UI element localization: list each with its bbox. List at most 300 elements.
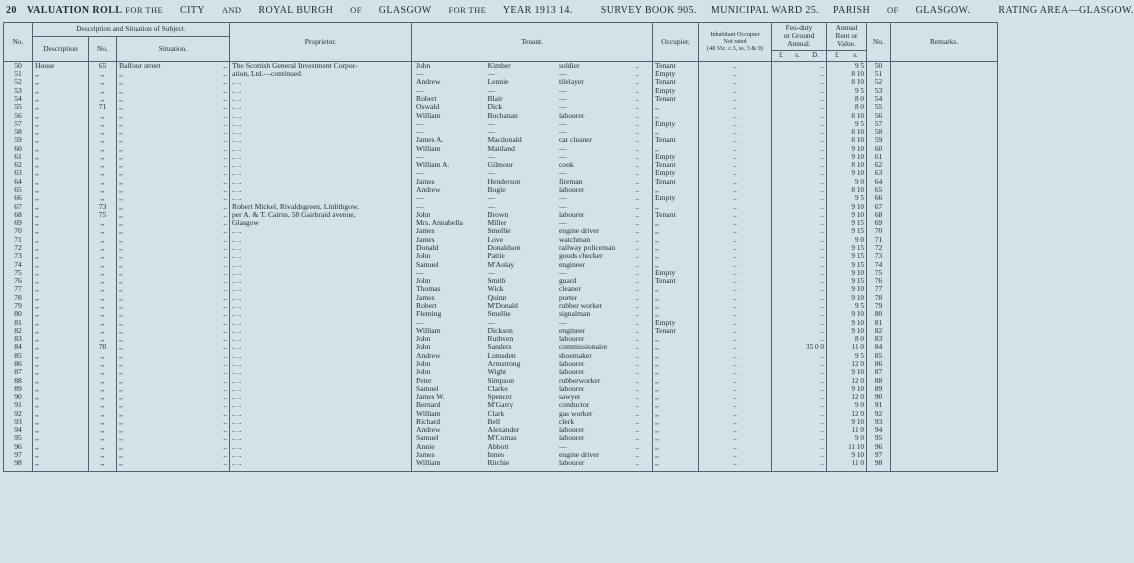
row-number-right: 64 bbox=[867, 178, 891, 186]
row-proprietor: ation, Ltd.—continued bbox=[230, 70, 412, 78]
row-inhabitant: .. bbox=[699, 261, 772, 269]
row-tenant bbox=[412, 161, 653, 169]
title-royal-burgh: ROYAL BURGH bbox=[258, 5, 334, 16]
row-number: 52 bbox=[4, 78, 33, 86]
tenant-occupation: — bbox=[558, 93, 567, 103]
row-occupier: ,, bbox=[653, 244, 699, 252]
tenant-occupation: labourer bbox=[558, 334, 585, 344]
row-inhabitant: .. bbox=[699, 360, 772, 368]
row-number-right: 83 bbox=[867, 335, 891, 343]
row-remarks bbox=[891, 219, 998, 227]
row-inhabitant: .. bbox=[699, 302, 772, 310]
tenant-surname: M'Garry bbox=[487, 400, 514, 410]
situation-text: ,, bbox=[119, 234, 123, 244]
row-occupier: Empty bbox=[653, 153, 699, 161]
row-annual-value: 9 5 bbox=[827, 87, 867, 95]
tenant-first-name: Samuel bbox=[416, 383, 439, 393]
tenant-surname: — bbox=[487, 317, 496, 327]
tenant-occupation: — bbox=[558, 168, 567, 178]
situation-text: ,, bbox=[119, 143, 123, 153]
tenant-occupation: labourer bbox=[558, 425, 585, 435]
row-situation bbox=[117, 310, 230, 318]
row-annual-value: 9 15 bbox=[827, 227, 867, 235]
row-feu-duty: .. bbox=[772, 360, 827, 368]
row-occupier: ,, bbox=[653, 294, 699, 302]
row-remarks bbox=[891, 244, 998, 252]
row-number: 71 bbox=[4, 236, 33, 244]
row-house-number: ,, bbox=[89, 87, 117, 95]
row-house-number: ,, bbox=[89, 244, 117, 252]
col-no: No. bbox=[4, 23, 33, 62]
row-tenant bbox=[412, 95, 653, 103]
col-annual-rent bbox=[827, 23, 867, 51]
row-remarks bbox=[891, 186, 998, 194]
row-house-number: ,, bbox=[89, 136, 117, 144]
tenant-occupation: — bbox=[558, 267, 567, 277]
tenant-dots: .. bbox=[635, 110, 640, 120]
row-number-right: 73 bbox=[867, 252, 891, 260]
row-occupier: Empty bbox=[653, 194, 699, 202]
tenant-occupation: — bbox=[558, 193, 567, 203]
row-feu-duty: .. bbox=[772, 244, 827, 252]
row-annual-value: 9 10 bbox=[827, 385, 867, 393]
row-occupier: Tenant bbox=[653, 211, 699, 219]
row-annual-value: 11 0 bbox=[827, 459, 867, 471]
row-situation bbox=[117, 302, 230, 310]
row-feu-duty: .. bbox=[772, 61, 827, 70]
row-number: 73 bbox=[4, 252, 33, 260]
tenant-first-name: — bbox=[416, 168, 424, 178]
situation-dots: .. bbox=[223, 392, 227, 402]
table-row bbox=[4, 261, 998, 269]
row-remarks bbox=[891, 360, 998, 368]
row-feu-duty: .. bbox=[772, 426, 827, 434]
row-situation bbox=[117, 169, 230, 177]
situation-text: ,, bbox=[119, 110, 123, 120]
row-number: 85 bbox=[4, 352, 33, 360]
row-number: 92 bbox=[4, 410, 33, 418]
row-annual-value: 9 5 bbox=[827, 352, 867, 360]
title-year: YEAR 1913 14. bbox=[502, 5, 573, 16]
row-proprietor: .. .. bbox=[230, 459, 412, 471]
row-number-right: 81 bbox=[867, 319, 891, 327]
tenant-dots: .. bbox=[635, 342, 640, 352]
row-inhabitant: .. bbox=[699, 120, 772, 128]
situation-text: ,, bbox=[119, 276, 123, 286]
row-house-number: ,, bbox=[89, 377, 117, 385]
row-house-number: ,, bbox=[89, 410, 117, 418]
row-occupier: ,, bbox=[653, 385, 699, 393]
row-inhabitant: .. bbox=[699, 112, 772, 120]
tenant-surname: M'Aulay bbox=[487, 259, 515, 269]
row-tenant bbox=[412, 244, 653, 252]
tenant-occupation: signalman bbox=[558, 309, 591, 319]
row-proprietor: .. .. bbox=[230, 103, 412, 111]
row-remarks bbox=[891, 203, 998, 211]
tenant-occupation: clerk bbox=[558, 416, 575, 426]
row-description: ,, bbox=[33, 302, 89, 310]
tenant-dots: .. bbox=[635, 325, 640, 335]
row-number: 53 bbox=[4, 87, 33, 95]
tenant-dots: .. bbox=[635, 135, 640, 145]
row-tenant bbox=[412, 61, 653, 70]
tenant-occupation: engine driver bbox=[558, 226, 600, 236]
row-number: 80 bbox=[4, 310, 33, 318]
row-remarks bbox=[891, 302, 998, 310]
tenant-dots: .. bbox=[635, 259, 640, 269]
situation-dots: .. bbox=[223, 127, 227, 137]
row-number: 64 bbox=[4, 178, 33, 186]
row-inhabitant: .. bbox=[699, 169, 772, 177]
row-inhabitant: .. bbox=[699, 219, 772, 227]
row-remarks bbox=[891, 95, 998, 103]
situation-text: ,, bbox=[119, 416, 123, 426]
row-situation bbox=[117, 319, 230, 327]
rating-area: RATING AREA—GLASGOW. bbox=[998, 5, 1134, 16]
row-number-right: 93 bbox=[867, 418, 891, 426]
row-occupier: ,, bbox=[653, 252, 699, 260]
title-and: AND bbox=[221, 5, 242, 15]
row-proprietor: .. .. bbox=[230, 244, 412, 252]
row-house-number: ,, bbox=[89, 443, 117, 451]
situation-text: ,, bbox=[119, 441, 123, 451]
situation-dots: .. bbox=[223, 334, 227, 344]
survey-book: SURVEY BOOK 905. bbox=[600, 5, 697, 16]
row-remarks bbox=[891, 443, 998, 451]
row-inhabitant: .. bbox=[699, 203, 772, 211]
row-number-right: 70 bbox=[867, 227, 891, 235]
row-tenant bbox=[412, 401, 653, 409]
tenant-first-name: John bbox=[416, 251, 431, 261]
row-description: ,, bbox=[33, 112, 89, 120]
row-house-number: ,, bbox=[89, 310, 117, 318]
tenant-surname: Clarke bbox=[487, 383, 508, 393]
row-annual-value: 12 0 bbox=[827, 410, 867, 418]
row-occupier: Empty bbox=[653, 120, 699, 128]
row-annual-value: 8 10 bbox=[827, 186, 867, 194]
tenant-occupation: — bbox=[558, 69, 567, 79]
row-number-right: 60 bbox=[867, 145, 891, 153]
row-situation bbox=[117, 459, 230, 471]
situation-text: ,, bbox=[119, 85, 123, 95]
row-feu-duty: .. bbox=[772, 451, 827, 459]
situation-text: ,, bbox=[119, 102, 123, 112]
tenant-surname: Buchanan bbox=[487, 110, 518, 120]
row-annual-value: 11 0 bbox=[827, 426, 867, 434]
row-remarks bbox=[891, 261, 998, 269]
situation-dots: .. bbox=[223, 367, 227, 377]
row-proprietor: .. .. bbox=[230, 418, 412, 426]
unit-shillings-annual: s. bbox=[853, 51, 858, 59]
row-tenant bbox=[412, 352, 653, 360]
row-proprietor: .. .. bbox=[230, 261, 412, 269]
row-description: ,, bbox=[33, 426, 89, 434]
page-number: 20 bbox=[6, 5, 17, 16]
inhabitant-line-3: (48 Vic. c.3, ss. 3 & 9) bbox=[707, 45, 763, 53]
feu-units bbox=[772, 50, 827, 61]
row-annual-value: 9 15 bbox=[827, 252, 867, 260]
row-annual-value: 9 10 bbox=[827, 451, 867, 459]
situation-dots: .. bbox=[223, 185, 227, 195]
row-feu-duty: .. bbox=[772, 87, 827, 95]
situation-text: ,, bbox=[119, 400, 123, 410]
tenant-occupation: — bbox=[558, 102, 567, 112]
row-description: ,, bbox=[33, 236, 89, 244]
row-number: 75 bbox=[4, 269, 33, 277]
tenant-surname: Wick bbox=[487, 284, 504, 294]
tenant-dots: .. bbox=[635, 292, 640, 302]
row-house-number: ,, bbox=[89, 269, 117, 277]
table-row bbox=[4, 61, 998, 70]
row-proprietor: .. .. bbox=[230, 434, 412, 442]
row-occupier: ,, bbox=[653, 285, 699, 293]
table-row bbox=[4, 120, 998, 128]
tenant-first-name: Annie bbox=[416, 441, 435, 451]
tenant-first-name: Peter bbox=[416, 375, 432, 385]
row-feu-duty: .. bbox=[772, 294, 827, 302]
situation-dots: .. bbox=[223, 160, 227, 170]
row-number: 70 bbox=[4, 227, 33, 235]
situation-dots: .. bbox=[223, 209, 227, 219]
annual-units bbox=[827, 50, 867, 61]
situation-dots: .. bbox=[223, 408, 227, 418]
tenant-dots: .. bbox=[635, 251, 640, 261]
row-occupier: ,, bbox=[653, 128, 699, 136]
tenant-dots: .. bbox=[635, 234, 640, 244]
row-situation bbox=[117, 451, 230, 459]
parish-of: OF bbox=[887, 5, 899, 15]
row-occupier: Tenant bbox=[653, 277, 699, 285]
row-number-right: 72 bbox=[867, 244, 891, 252]
title-of: OF bbox=[350, 5, 362, 15]
tenant-surname: Lennie bbox=[487, 77, 509, 87]
tenant-occupation: tilelayer bbox=[558, 77, 584, 87]
tenant-occupation: — bbox=[558, 218, 567, 228]
row-tenant bbox=[412, 385, 653, 393]
situation-text: ,, bbox=[119, 367, 123, 377]
col-occupier: Occupier. bbox=[653, 23, 699, 62]
row-number: 94 bbox=[4, 426, 33, 434]
tenant-first-name: Bernard bbox=[416, 400, 441, 410]
row-number-right: 51 bbox=[867, 70, 891, 78]
tenant-occupation: — bbox=[558, 441, 567, 451]
row-number: 54 bbox=[4, 95, 33, 103]
row-feu-duty: .. bbox=[772, 385, 827, 393]
tenant-first-name: Samuel bbox=[416, 433, 439, 443]
row-proprietor: .. .. bbox=[230, 426, 412, 434]
row-number: 55 bbox=[4, 103, 33, 111]
row-proprietor: .. .. bbox=[230, 153, 412, 161]
row-house-number: ,, bbox=[89, 178, 117, 186]
row-situation bbox=[117, 269, 230, 277]
tenant-first-name: James bbox=[416, 292, 435, 302]
row-occupier: ,, bbox=[653, 343, 699, 351]
unit-pounds: £ bbox=[779, 51, 783, 59]
row-number: 96 bbox=[4, 443, 33, 451]
row-annual-value: 9 0 bbox=[827, 236, 867, 244]
row-annual-value: 9 5 bbox=[827, 61, 867, 70]
row-number: 93 bbox=[4, 418, 33, 426]
row-situation bbox=[117, 153, 230, 161]
row-feu-duty: .. bbox=[772, 377, 827, 385]
row-house-number: 75 bbox=[89, 211, 117, 219]
row-proprietor: Glasgow bbox=[230, 219, 412, 227]
situation-text: ,, bbox=[119, 383, 123, 393]
table-row bbox=[4, 161, 998, 169]
tenant-dots: .. bbox=[635, 201, 640, 211]
situation-dots: .. bbox=[223, 458, 227, 468]
situation-dots: .. bbox=[223, 218, 227, 228]
row-annual-value: 9 15 bbox=[827, 261, 867, 269]
row-tenant bbox=[412, 227, 653, 235]
row-remarks bbox=[891, 343, 998, 351]
valuation-table bbox=[3, 22, 998, 472]
row-house-number: ,, bbox=[89, 426, 117, 434]
situation-dots: .. bbox=[223, 201, 227, 211]
situation-dots: .. bbox=[223, 350, 227, 360]
row-proprietor: .. .. bbox=[230, 145, 412, 153]
row-situation bbox=[117, 285, 230, 293]
row-number: 97 bbox=[4, 451, 33, 459]
row-description: ,, bbox=[33, 269, 89, 277]
row-house-number: ,, bbox=[89, 327, 117, 335]
row-number-right: 97 bbox=[867, 451, 891, 459]
tenant-dots: .. bbox=[635, 85, 640, 95]
row-annual-value: 9 10 bbox=[827, 211, 867, 219]
row-inhabitant: .. bbox=[699, 252, 772, 260]
tenant-surname: Smith bbox=[487, 276, 506, 286]
row-inhabitant: .. bbox=[699, 128, 772, 136]
row-feu-duty: .. bbox=[772, 393, 827, 401]
row-occupier: ,, bbox=[653, 377, 699, 385]
tenant-first-name: John bbox=[416, 209, 431, 219]
row-number-right: 53 bbox=[867, 87, 891, 95]
situation-dots: .. bbox=[223, 85, 227, 95]
row-annual-value: 9 10 bbox=[827, 145, 867, 153]
title-city: CITY bbox=[180, 5, 205, 16]
tenant-first-name: William A. bbox=[416, 160, 450, 170]
row-feu-duty: .. bbox=[772, 443, 827, 451]
row-house-number: ,, bbox=[89, 219, 117, 227]
row-situation bbox=[117, 178, 230, 186]
parish bbox=[833, 5, 984, 16]
situation-text: ,, bbox=[119, 433, 123, 443]
row-situation bbox=[117, 343, 230, 351]
row-number: 82 bbox=[4, 327, 33, 335]
tenant-first-name: William bbox=[416, 143, 441, 153]
row-occupier: ,, bbox=[653, 112, 699, 120]
tenant-first-name: — bbox=[416, 151, 424, 161]
row-house-number: ,, bbox=[89, 319, 117, 327]
row-remarks bbox=[891, 277, 998, 285]
row-proprietor: .. .. bbox=[230, 236, 412, 244]
tenant-occupation: labourer bbox=[558, 110, 585, 120]
row-number: 89 bbox=[4, 385, 33, 393]
table-row bbox=[4, 310, 998, 318]
tenant-surname: Henderson bbox=[487, 176, 521, 186]
row-number: 60 bbox=[4, 145, 33, 153]
situation-text: ,, bbox=[119, 259, 123, 269]
row-number-right: 89 bbox=[867, 385, 891, 393]
row-situation bbox=[117, 203, 230, 211]
situation-text: ,, bbox=[119, 458, 123, 468]
row-number-right: 75 bbox=[867, 269, 891, 277]
tenant-surname: Dick bbox=[487, 102, 503, 112]
situation-text: ,, bbox=[119, 392, 123, 402]
row-situation bbox=[117, 194, 230, 202]
situation-text: ,, bbox=[119, 284, 123, 294]
row-occupier: Empty bbox=[653, 319, 699, 327]
row-remarks bbox=[891, 145, 998, 153]
page-header bbox=[6, 5, 1134, 19]
row-occupier: Tenant bbox=[653, 178, 699, 186]
row-description: ,, bbox=[33, 219, 89, 227]
row-situation bbox=[117, 227, 230, 235]
tenant-first-name: John bbox=[416, 367, 431, 377]
tenant-first-name: — bbox=[416, 69, 424, 79]
tenant-occupation: labourer bbox=[558, 209, 585, 219]
row-remarks bbox=[891, 78, 998, 86]
row-number: 67 bbox=[4, 203, 33, 211]
row-situation bbox=[117, 277, 230, 285]
row-inhabitant: .. bbox=[699, 385, 772, 393]
row-proprietor: .. .. bbox=[230, 352, 412, 360]
row-feu-duty: .. bbox=[772, 161, 827, 169]
tenant-dots: .. bbox=[635, 276, 640, 286]
row-occupier: Tenant bbox=[653, 327, 699, 335]
row-house-number: 73 bbox=[89, 203, 117, 211]
situation-dots: .. bbox=[223, 60, 227, 70]
row-tenant bbox=[412, 343, 653, 351]
col-description: Description bbox=[33, 37, 89, 62]
unit-shillings: s. bbox=[795, 51, 800, 59]
row-tenant bbox=[412, 178, 653, 186]
tenant-surname: — bbox=[487, 168, 496, 178]
tenant-surname: Alexander bbox=[487, 425, 520, 435]
row-tenant bbox=[412, 285, 653, 293]
tenant-occupation: labourer bbox=[558, 458, 585, 468]
row-house-number: ,, bbox=[89, 302, 117, 310]
row-inhabitant: .. bbox=[699, 269, 772, 277]
tenant-dots: .. bbox=[635, 383, 640, 393]
row-tenant bbox=[412, 78, 653, 86]
row-remarks bbox=[891, 327, 998, 335]
situation-dots: .. bbox=[223, 309, 227, 319]
row-occupier: Empty bbox=[653, 269, 699, 277]
row-annual-value: 9 10 bbox=[827, 418, 867, 426]
situation-text: ,, bbox=[119, 127, 123, 137]
title-valuation-roll: VALUATION ROLL bbox=[26, 5, 123, 16]
row-description: ,, bbox=[33, 343, 89, 351]
row-number-right: 67 bbox=[867, 203, 891, 211]
row-description: ,, bbox=[33, 261, 89, 269]
row-feu-duty: .. bbox=[772, 327, 827, 335]
row-annual-value: 9 0 bbox=[827, 178, 867, 186]
row-proprietor: .. .. bbox=[230, 335, 412, 343]
row-inhabitant: .. bbox=[699, 227, 772, 235]
tenant-surname: Gilmour bbox=[487, 160, 514, 170]
row-house-number: ,, bbox=[89, 78, 117, 86]
tenant-dots: .. bbox=[635, 300, 640, 310]
row-situation bbox=[117, 426, 230, 434]
row-number: 58 bbox=[4, 128, 33, 136]
row-remarks bbox=[891, 418, 998, 426]
row-situation bbox=[117, 377, 230, 385]
row-situation bbox=[117, 393, 230, 401]
row-situation bbox=[117, 335, 230, 343]
row-number: 77 bbox=[4, 285, 33, 293]
row-situation bbox=[117, 360, 230, 368]
